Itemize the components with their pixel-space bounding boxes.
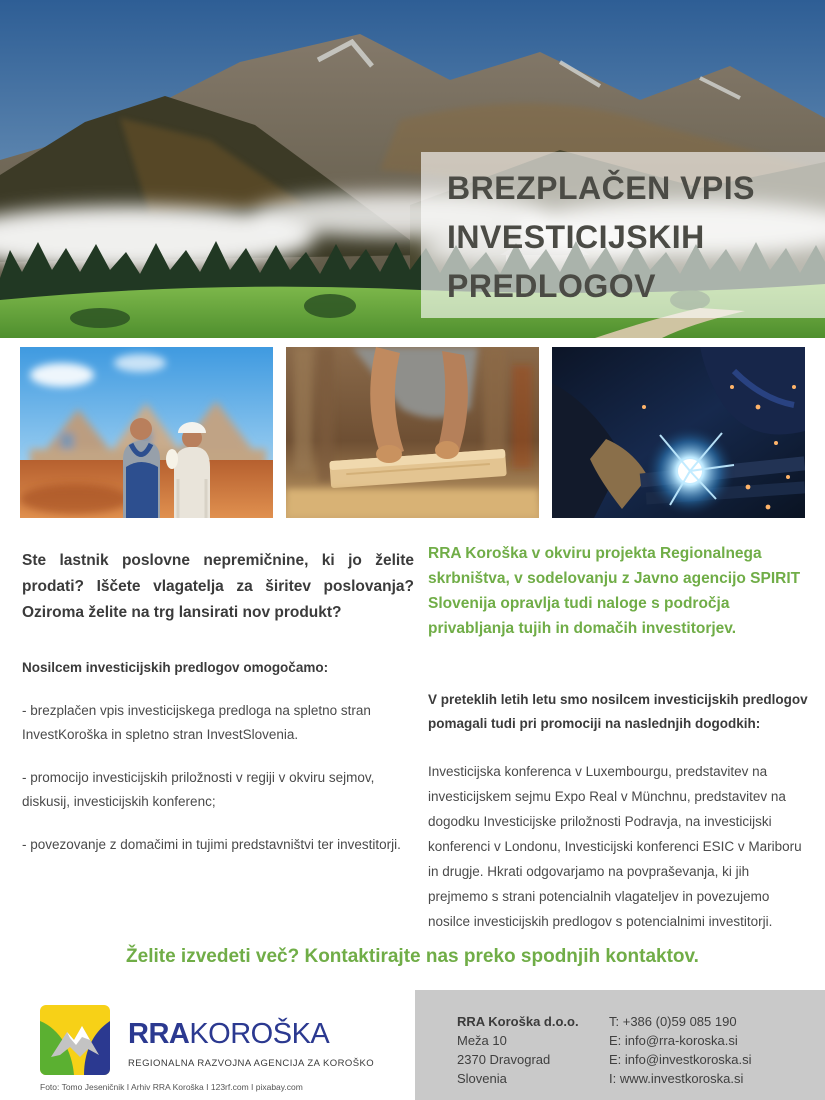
rra-koroska-logo-icon bbox=[40, 1005, 110, 1075]
hero-section bbox=[0, 0, 825, 338]
headline-overlay-box bbox=[421, 152, 825, 318]
offer-subheading: Nosilcem investicijskih predlogov omogočamo: bbox=[22, 660, 329, 675]
welding-illustration bbox=[552, 347, 805, 518]
offer-item-2: - promocijo investicijskih priložnosti v regiji v okviru sejmov, diskusij, investicijskih konferenc; bbox=[22, 770, 375, 809]
brand-tagline: REGIONALNA RAZVOJNA AGENCIJA ZA KOROŠKO bbox=[128, 1058, 375, 1069]
project-lead-paragraph: RRA Koroška v okviru projekta Regionalnega skrbništva, v sodelovanju z Javno agencijo SPIRIT Slovenija opravlja tudi naloge s področja privabljanja tujih in domačih investitorjev. bbox=[428, 545, 801, 637]
intro-paragraph: Ste lastnik poslovne nepremičnine, ki jo želite prodati? Iščete vlagatelja za širitev poslovanja? Oziroma želite na trg lansirati nov produkt? bbox=[22, 552, 414, 621]
address-city: 2370 Dravograd bbox=[457, 1052, 551, 1067]
events-lead-paragraph: V preteklih letih letu smo nosilcem investicijskih predlogov pomagali tudi pri promociji na naslednjih dogodkih: bbox=[428, 692, 808, 731]
right-column bbox=[428, 541, 812, 934]
offer-list bbox=[22, 699, 414, 857]
headline bbox=[447, 164, 815, 311]
address-street: Meža 10 bbox=[457, 1033, 507, 1048]
logo-mountain-graphic bbox=[40, 1005, 110, 1075]
company-name: RRA Koroška d.o.o. bbox=[457, 1014, 579, 1029]
headline-line-1: BREZPLAČEN VPIS bbox=[447, 170, 755, 206]
logo-wordmark bbox=[128, 1018, 374, 1069]
cta-line: Želite izvedeti več? Kontaktirajte nas preko spodnjih kontaktov. bbox=[126, 946, 699, 967]
headline-line-3: PREDLOGOV bbox=[447, 268, 656, 304]
email-line-2: E: info@investkoroska.si bbox=[609, 1052, 752, 1067]
construction-site-illustration bbox=[20, 347, 273, 518]
offer-item-1: - brezplačen vpis investicijskega predloga na spletno stran InvestKoroška in spletno stran InvestSlovenia. bbox=[22, 703, 371, 742]
woodworking-photo bbox=[286, 347, 539, 518]
brand-name bbox=[128, 1018, 374, 1051]
website-line: I: www.investkoroska.si bbox=[609, 1071, 744, 1086]
photo-strip bbox=[20, 347, 805, 518]
address-country: Slovenia bbox=[457, 1071, 507, 1086]
contact-details-block bbox=[609, 1012, 809, 1100]
welding-photo bbox=[552, 347, 805, 518]
left-column bbox=[22, 548, 414, 876]
woodworking-illustration bbox=[286, 347, 539, 518]
brand-koroska: KOROŠKA bbox=[189, 1018, 330, 1050]
address-block bbox=[457, 1012, 609, 1100]
offer-item-3: - povezovanje z domačimi in tujimi predstavništvi ter investitorji. bbox=[22, 837, 401, 852]
email-line-1: E: info@rra-koroska.si bbox=[609, 1033, 738, 1048]
phone-line: T: +386 (0)59 085 190 bbox=[609, 1014, 737, 1029]
events-body-paragraph: Investicijska konferenca v Luxembourgu, predstavitev na investicijskem sejmu Expo Real v Münchnu, predstavitev na dogodku Investicijske priložnosti Podravja, na investicijski konferenci v Londonu, Investicijski konferenci ESIC v Mariboru in drugje. Hkrati odgovarjamo na povpraševanja, ki jih prejmemo s strani potencialnih vlagateljev in povezujemo nosilce investicijskih predlogov s potencialnimi investitorji. bbox=[428, 764, 802, 929]
construction-site-photo bbox=[20, 347, 273, 518]
contact-panel bbox=[415, 990, 825, 1100]
brand-rra: RRA bbox=[128, 1018, 190, 1050]
headline-line-2: INVESTICIJSKIH bbox=[447, 219, 705, 255]
photo-credit: Foto: Tomo Jeseničnik I Arhiv RRA Koroška I 123rf.com I pixabay.com bbox=[40, 1082, 303, 1092]
